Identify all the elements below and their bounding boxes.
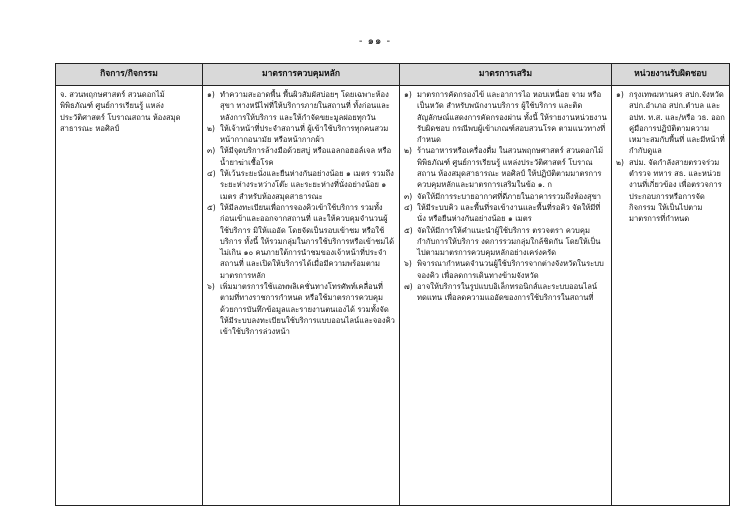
list-item bbox=[404, 191, 607, 202]
item-number: ๕) bbox=[404, 225, 413, 235]
item-text: กรุงเทพมหานคร สปก.จังหวัด สปก.อำเภอ สปก.ตำบล และ อปท. ท.ส. และ/หรือ วธ. ออกคู่มือการปฏิบัติตามความเหมาะสมกับพื้นที่ และมีหน้าที่กำกับดูแล bbox=[629, 90, 725, 156]
measures-table bbox=[55, 63, 730, 506]
item-number: ๑) bbox=[616, 90, 624, 99]
page-number: - ๑๑ - bbox=[358, 36, 392, 47]
list-item bbox=[404, 202, 607, 225]
list-item bbox=[404, 145, 607, 190]
list-item bbox=[207, 145, 395, 168]
table-row bbox=[56, 86, 730, 506]
list-item bbox=[404, 89, 607, 145]
item-text: จัดให้มีการให้คำแนะนำผู้ใช้บริการ ตรวจตรา ควบคุม กำกับการให้บริการ งดการรวมกลุ่มใกล้ชิดกัน โดยให้เป็นไปตามมาตรการควบคุมหลักอย่างเคร่งครัด bbox=[417, 225, 601, 258]
item-text: จัดให้มีการระบายอากาศที่ดีภายในอาคารรวมถึงห้องสุขา bbox=[417, 191, 602, 201]
list-item bbox=[404, 258, 607, 281]
cell-extra-measures bbox=[400, 86, 612, 506]
header-main-measures: มาตรการควบคุมหลัก bbox=[203, 64, 400, 86]
item-text: เพิ่มมาตรการใช้แอพพลิเคชั่นทางโทรศัพท์เคลื่อนที่ตามที่ทางราชการกำหนด หรือใช้มาตรการควบคุมด้วยการบันทึกข้อมูลและรายงานตนเองได้ รวมทั้งจัดให้มีระบบลงทะเบียนใช้บริการแบบออนไลน์และจองคิวเข้าใช้บริการล่วงหน้า bbox=[220, 282, 395, 337]
item-number: ๔) bbox=[404, 202, 413, 212]
item-text: ให้มีระบบคิว และพื้นที่รอเข้างานและพื้นที่รอคิว จัดให้มีที่นั่ง หรือยืนห่างกันอย่างน้อย ๑ เมตร bbox=[417, 202, 601, 224]
header-extra-measures: มาตรการเสริม bbox=[400, 64, 612, 86]
header-activity: กิจการ/กิจกรรม bbox=[56, 64, 203, 86]
table-header-row bbox=[56, 64, 730, 86]
item-text: พิจารณากำหนดจำนวนผู้ใช้บริการจากต่างจังหวัดในระบบจองคิว เพื่อลดการเดินทางข้ามจังหวัด bbox=[417, 259, 604, 280]
list-item bbox=[404, 281, 607, 304]
cell-activity bbox=[56, 86, 203, 506]
item-number: ๒) bbox=[616, 157, 624, 167]
activity-text: จ. สวนพฤกษศาสตร์ สวนดอกไม้ พิพิธภัณฑ์ ศูนย์การเรียนรู้ แหล่งประวัติศาสตร์ โบราณสถาน ห้องสมุดสาธารณะ หอศิลป์ bbox=[60, 90, 181, 133]
item-text: ให้มีจุดบริการล้างมือด้วยสบู่ หรือแอลกอฮอล์เจล หรือน้ำยาฆ่าเชื้อโรค bbox=[220, 146, 392, 167]
item-text: ให้เจ้าหน้าที่ประจำสถานที่ ผู้เข้าใช้บริการทุกคนสวมหน้ากากอนามัย หรือหน้ากากผ้า bbox=[220, 123, 389, 145]
item-number: ๓) bbox=[207, 146, 216, 156]
list-item bbox=[207, 89, 395, 123]
header-agency: หน่วยงานรับผิดชอบ bbox=[612, 64, 730, 86]
item-text: ร้านอาหารหรือเครื่องดื่ม ในสวนพฤกษศาสตร์ สวนดอกไม้ พิพิธภัณฑ์ ศูนย์การเรียนรู้ แหล่งประวัติศาสตร์ โบราณสถาน ห้องสมุดสาธารณะ หอศิลป์ ให้ปฏิบัติตามมาตรการควบคุมหลักและมาตรการเสริมในข้อ ๑. ก bbox=[417, 146, 604, 190]
list-item bbox=[616, 157, 725, 225]
cell-main-measures bbox=[203, 86, 400, 506]
list-item bbox=[207, 123, 395, 146]
item-number: ๒) bbox=[404, 146, 412, 156]
item-number: ๑) bbox=[207, 90, 215, 99]
item-text: ทำความสะอาดพื้น พื้นผิวสัมผัสบ่อยๆ โดยเฉพาะห้องสุขา ทางหนีไฟที่ให้บริการภายในสถานที่ ทั้งก่อนและหลังการให้บริการ และให้กำจัดขยะมูลฝอยทุกวัน bbox=[220, 90, 390, 122]
main-measures-list bbox=[207, 89, 395, 338]
list-item bbox=[207, 202, 395, 281]
item-number: ๒) bbox=[207, 123, 215, 133]
extra-measures-list bbox=[404, 89, 607, 304]
item-number: ๗) bbox=[404, 282, 413, 292]
item-number: ๔) bbox=[207, 169, 216, 179]
item-number: ๓) bbox=[404, 191, 413, 201]
item-text: ให้เว้นระยะนั่งและยืนห่างกันอย่างน้อย ๑ เมตร รวมถึงระยะห่างระหว่างโต๊ะ และระยะห่างที่นั่งอย่างน้อย ๑ เมตร สำหรับห้องสมุดสาธารณะ bbox=[220, 169, 394, 201]
list-item bbox=[207, 281, 395, 337]
item-text: อาจให้บริการในรูปแบบอิเล็กทรอนิกส์และระบบออนไลน์ทดแทน เพื่อลดความแออัดของการใช้บริการในสถานที่ bbox=[417, 282, 598, 303]
agency-list bbox=[616, 89, 725, 225]
cell-agency bbox=[612, 86, 730, 506]
item-number: ๕) bbox=[207, 202, 216, 212]
item-text: ให้มีลงทะเบียนเพื่อการจองคิวเข้าใช้บริการ รวมทั้งก่อนเข้าและออกจากสถานที่ และให้ควบคุมจำนวนผู้ใช้บริการ มิให้แออัด โดยจัดเป็นรอบเข้าชม หรือใช้บริการ ทั้งนี้ ให้รวมกลุ่มในการใช้บริการหรือเข้าชมได้ไม่เกิน ๑๐ คนภายใต้การนำชมของเจ้าหน้าที่ประจำสถานที่ และเปิดให้บริการได้เมื่อมีความพร้อมตามมาตรการหลัก bbox=[220, 202, 395, 280]
item-number: ๖) bbox=[207, 282, 215, 292]
item-text: มาตรการคัดกรองไข้ และอาการไอ หอบเหนื่อย จาม หรือเป็นหวัด สำหรับพนักงานบริการ ผู้ใช้บริการ และติดสัญลักษณ์แสดงการคัดกรองผ่าน ทั้งนี้ ให้รายงานหน่วยงานรับผิดชอบ กรณีพบผู้เข้าเกณฑ์สอบสวนโรค ตามแนวทางที่กำหนด bbox=[417, 90, 607, 145]
list-item bbox=[207, 168, 395, 202]
list-item bbox=[404, 225, 607, 259]
list-item bbox=[616, 89, 725, 157]
item-number: ๑) bbox=[404, 90, 412, 99]
item-text: สปม. จัดกำลังสายตรวจร่วม ตำรวจ ทหาร สธ. และหน่วยงานที่เกี่ยวข้อง เพื่อตรวจการประกอบการหรือการจัดกิจกรรม ให้เป็นไปตามมาตรการที่กำหนด bbox=[629, 157, 722, 224]
item-number: ๖) bbox=[404, 259, 412, 269]
